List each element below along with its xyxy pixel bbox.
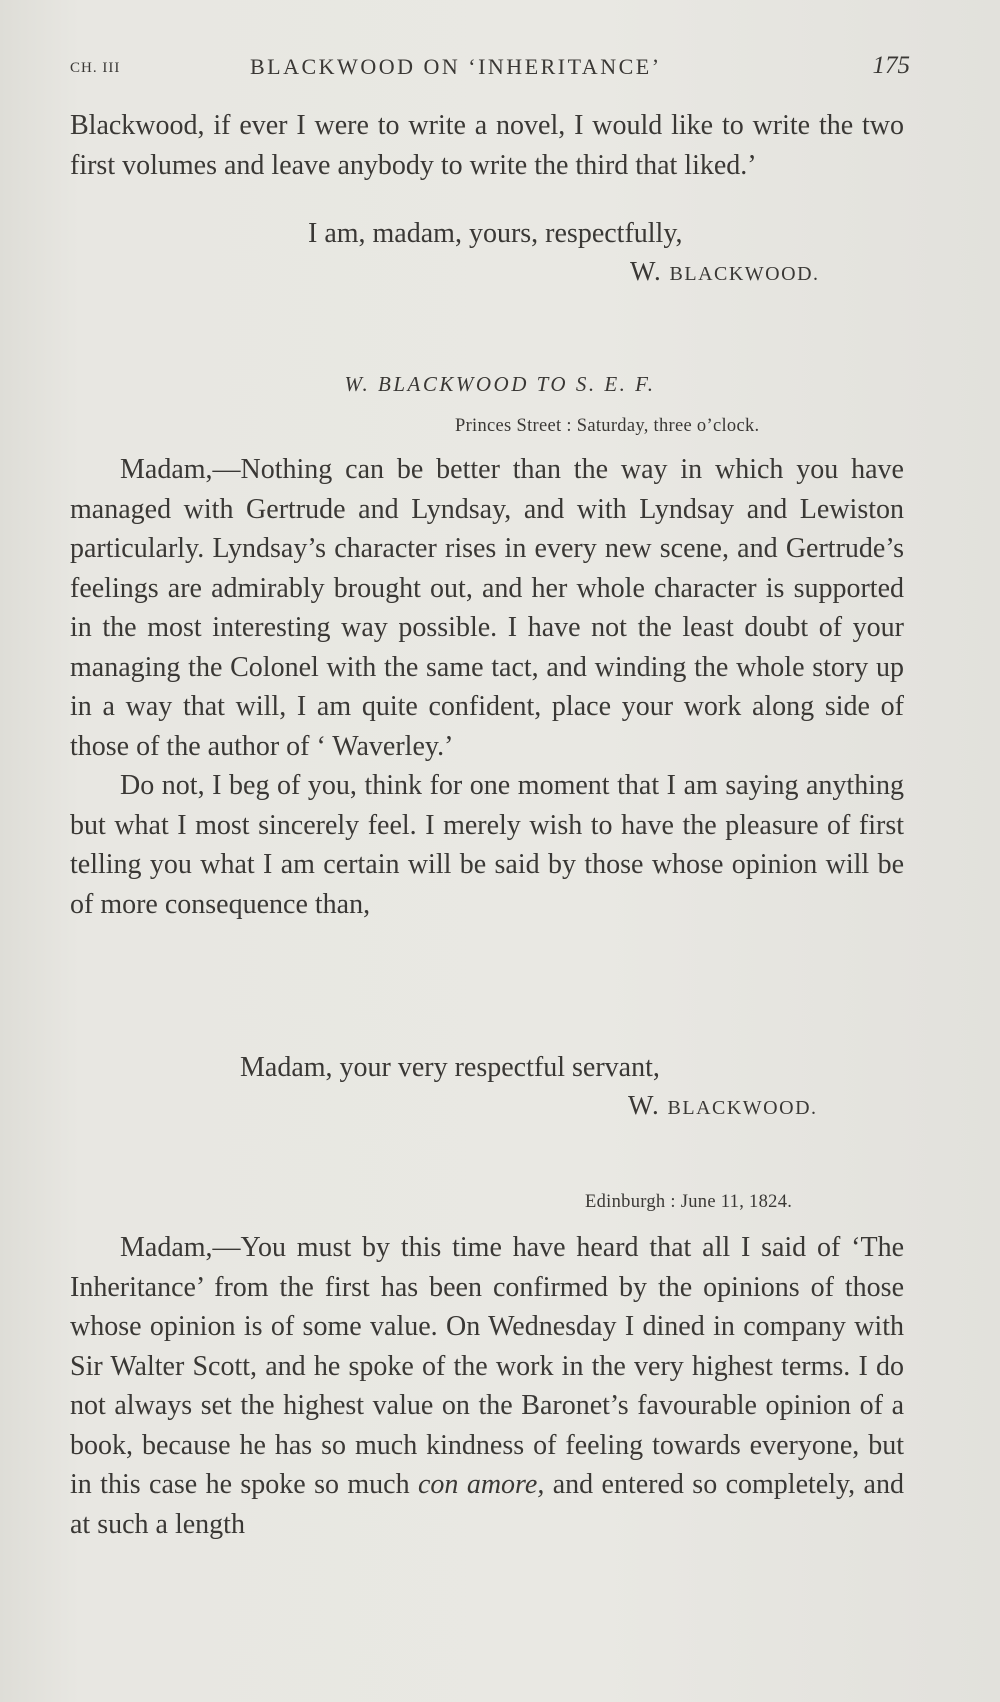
letter-body [70, 450, 904, 924]
signature-name: BLACKWOOD. [669, 263, 820, 285]
letter-paragraph [70, 1228, 904, 1544]
signature-name: BLACKWOOD. [667, 1097, 818, 1119]
letter-closing: I am, madam, yours, respectfully, [308, 218, 683, 249]
continued-paragraph-block [70, 106, 904, 185]
paragraph-tail: and entered so completely, and at such a length [70, 1469, 904, 1540]
page-number: 175 [872, 52, 910, 79]
letter-paragraph: Madam,—Nothing can be better than the way in which you have managed with Gertrude and Lyndsay, and with Lyndsay and Lewiston particularly. Lyndsay’s character rises in every new scene, and Gertrude’s feelings are admirably brought out, and her whole character is supported in the most interesting way possible. I have not the least doubt of your managing the Colonel with the same tact, and winding the whole story up in a way that will, I am quite confident, place your work along side of those of the author of ‘ Waverley.’ [70, 454, 904, 762]
letter-dateline: Princes Street : Saturday, three o’clock. [455, 416, 760, 436]
letter-heading: W. BLACKWOOD TO S. E. F. [344, 372, 656, 396]
letter-closing: Madam, your very respectful servant, [240, 1052, 660, 1083]
signature-initial: W. [628, 1090, 660, 1120]
letter-body [70, 1228, 904, 1544]
letter-paragraph: Do not, I beg of you, think for one moment that I am saying anything but what I most sincerely feel. I merely wish to have the pleasure of first telling you what I am certain will be said by those whose opinion will be of more consequence than, [70, 770, 904, 920]
signature-initial: W. [630, 256, 662, 286]
running-header [70, 52, 910, 88]
letter-dateline: Edinburgh : June 11, 1824. [585, 1192, 793, 1212]
letter-signature [630, 256, 820, 287]
running-title: BLACKWOOD ON ‘INHERITANCE’ [250, 54, 662, 79]
paragraph-text: Madam,—You must by this time have heard that all I said of ‘The Inheritance’ from the first has been confirmed by the opinions of those whose opinion is of some value. On Wednesday I dined in company with Sir Walter Scott, and he spoke of the work in the very highest terms. I do not always set the highest value on the Baronet’s favourable opinion of a book, because he has so much kindness of feeling towards everyone, but in this case he spoke so much [70, 1232, 904, 1500]
italic-phrase: con amore, [418, 1469, 545, 1500]
continued-paragraph: Blackwood, if ever I were to write a novel, I would like to write the two first volumes and leave anybody to write the third that liked.’ [70, 110, 904, 181]
chapter-label: CH. III [70, 60, 121, 76]
letter-signature [628, 1090, 818, 1121]
